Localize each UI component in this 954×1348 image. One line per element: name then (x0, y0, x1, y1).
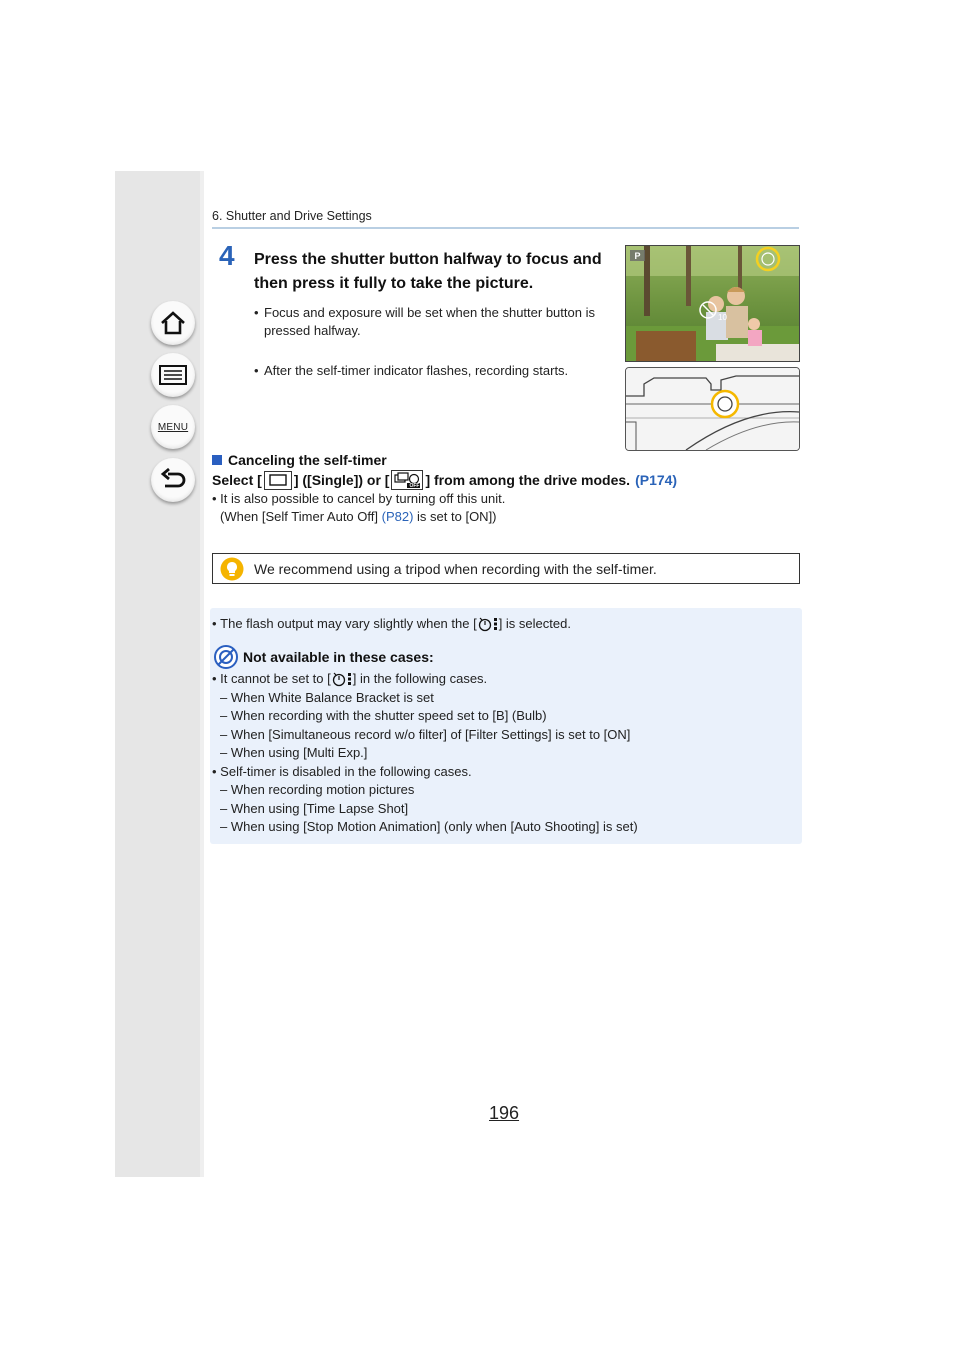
home-icon (159, 310, 187, 336)
step-title: Press the shutter button halfway to focus and then press it fully to take the picture. (254, 251, 602, 292)
contents-button[interactable] (151, 353, 195, 397)
lightbulb-icon (220, 557, 244, 581)
list-item: – When using [Stop Motion Animation] (only when [Auto Shooting] is set) (220, 819, 638, 834)
camera-illustration (625, 367, 800, 451)
tip-box (212, 553, 800, 584)
menu-button[interactable] (151, 405, 195, 449)
return-arrow-icon (159, 468, 187, 492)
disabled-intro: • Self-timer is disabled in the following cases. (212, 764, 472, 779)
p82-link[interactable]: (P82) (381, 509, 414, 524)
list-item: – When White Balance Bracket is set (220, 690, 434, 705)
mode-label: P (634, 251, 641, 261)
list-icon (158, 364, 188, 386)
list-item: – When using [Multi Exp.] (220, 745, 368, 760)
cancel-note-1: • It is also possible to cancel by turning off this unit. (212, 491, 506, 506)
list-item: – When [Simultaneous record w/o filter] of [Filter Settings] is set to [ON] (220, 727, 631, 742)
step-bullet-1: Focus and exposure will be set when the shutter button is pressed halfway. (264, 305, 595, 338)
home-button[interactable] (151, 301, 195, 345)
self-timer-off-icon (391, 470, 423, 490)
bullet-dot: • (254, 305, 259, 320)
section-square-icon (212, 455, 222, 465)
timer-label: 10 (718, 313, 727, 322)
example-photo (625, 245, 800, 362)
single-mode-icon (264, 471, 292, 490)
cancel-heading: Canceling the self-timer (212, 452, 387, 468)
bullet-dot: • (254, 363, 259, 378)
header-rule (212, 227, 799, 229)
self-timer-icon (331, 671, 353, 687)
back-button[interactable] (151, 458, 195, 502)
cancel-note-2: (When [Self Timer Auto Off] (P82) is set to [ON]) (220, 509, 497, 524)
not-available-icon (214, 645, 238, 669)
tip-text: We recommend using a tripod when recording with the self-timer. (254, 560, 657, 577)
family-picnic-illustration (626, 246, 799, 361)
menu-label: MENU (157, 421, 189, 433)
flash-note: • The flash output may vary slightly when the [ ] is selected. (212, 616, 571, 631)
off-label: OFF (409, 483, 420, 489)
not-available-heading: Not available in these cases: (214, 645, 434, 669)
list-item: – When recording with the shutter speed set to [B] (Bulb) (220, 708, 547, 723)
list-item: – When using [Time Lapse Shot] (220, 801, 409, 816)
step-bullet-2: After the self-timer indicator flashes, recording starts. (264, 363, 569, 378)
sidebar-edge (200, 171, 204, 1177)
camera-top-drawing (626, 368, 799, 450)
step-number: 4 (219, 240, 235, 271)
breadcrumb: 6. Shutter and Drive Settings (212, 209, 372, 223)
p174-link[interactable]: (P174) (635, 472, 678, 488)
page-number: 196 (489, 1103, 520, 1123)
list-item: – When recording motion pictures (220, 782, 415, 797)
cannot-set-intro: • It cannot be set to [ ] in the following cases. (212, 671, 488, 686)
cancel-instruction: Select [ ] ([Single]) or [ OFF ] from among the drive modes. (P174) (212, 472, 678, 489)
self-timer-icon (477, 616, 499, 632)
